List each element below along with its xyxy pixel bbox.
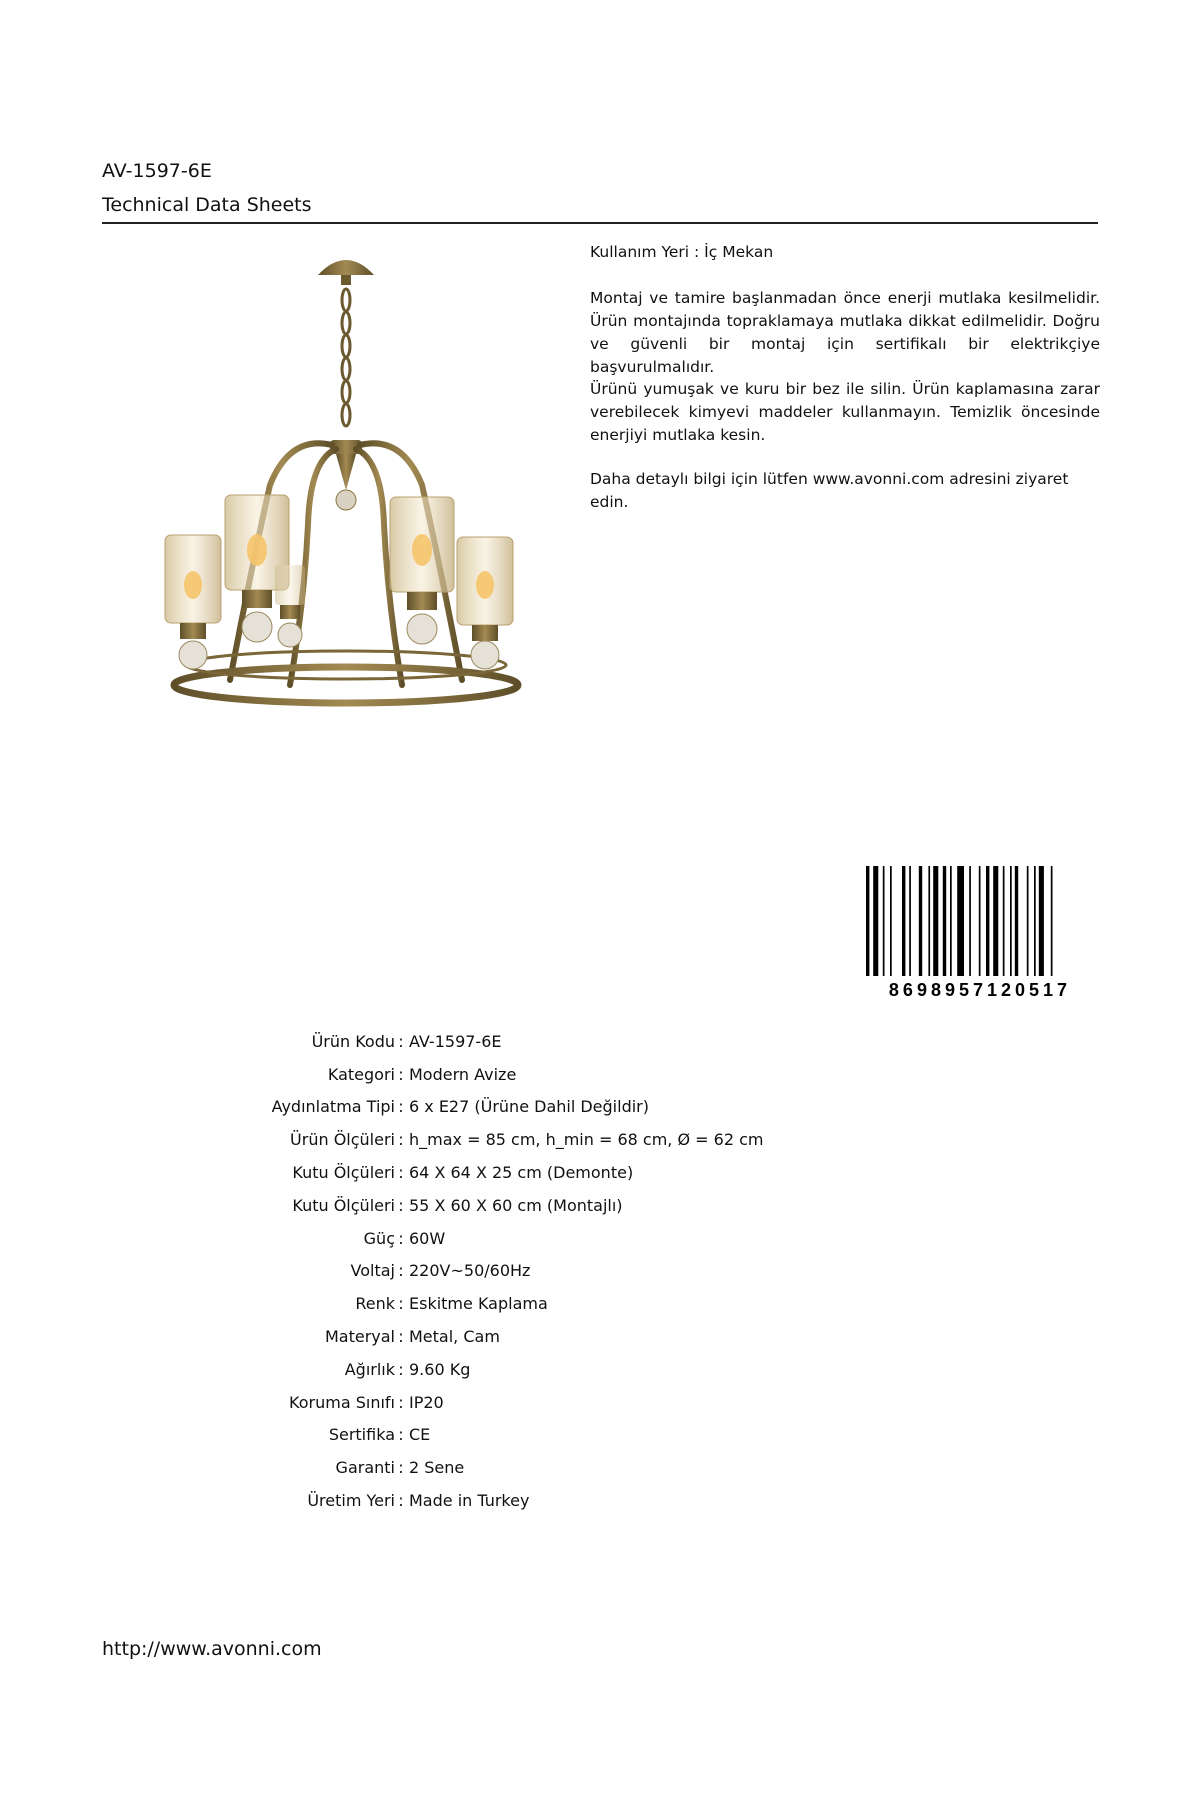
- spec-separator: :: [398, 1064, 404, 1084]
- spec-row: [200, 1189, 900, 1222]
- spec-separator: :: [398, 1195, 404, 1215]
- spec-label: Güç: [363, 1228, 395, 1248]
- spec-row: [200, 1419, 900, 1452]
- chandelier-image: [140, 245, 560, 725]
- more-info-paragraph: Daha detaylı bilgi için lütfen www.avonni.com adresini ziyaret edin.: [590, 470, 1069, 511]
- cleaning-paragraph: Ürünü yumuşak ve kuru bir bez ile silin. Ürün kaplamasına zarar verebilecek kimyevi maddeler kullanmayın. Temizlik öncesinde enerjiyi mutlaka kesin.: [590, 380, 1100, 444]
- spec-value: 2 Sene: [409, 1458, 465, 1478]
- spec-label: Ürün Ölçüleri: [290, 1130, 395, 1150]
- spec-separator: :: [398, 1327, 404, 1347]
- document-subtitle: Technical Data Sheets: [102, 194, 312, 216]
- spec-value: h_max = 85 cm, h_min = 68 cm, Ø = 62 cm: [409, 1130, 764, 1150]
- spec-label: Voltaj: [350, 1261, 395, 1281]
- barcode-bar: [969, 866, 971, 976]
- spec-value: Modern Avize: [409, 1064, 517, 1084]
- spec-value: CE: [409, 1425, 431, 1445]
- spec-value: AV-1597-6E: [409, 1031, 502, 1051]
- spec-separator: :: [398, 1491, 404, 1511]
- website-url[interactable]: http://www.avonni.com: [102, 1638, 322, 1660]
- spec-label: Kutu Ölçüleri: [292, 1195, 395, 1215]
- header-divider: [102, 222, 1098, 224]
- spec-separator: :: [398, 1163, 404, 1183]
- barcode-bar: [1027, 866, 1029, 976]
- spec-label: Kutu Ölçüleri: [292, 1163, 395, 1183]
- spec-label: Kategori: [327, 1064, 395, 1084]
- barcode-bar: [928, 866, 930, 976]
- barcode-bar: [933, 866, 938, 976]
- spec-row: [200, 1386, 900, 1419]
- spec-row: [200, 1058, 900, 1091]
- spec-row: [200, 1091, 900, 1124]
- spec-row: [200, 1255, 900, 1288]
- spec-label: Garanti: [335, 1458, 395, 1478]
- spec-separator: :: [398, 1294, 404, 1314]
- barcode-bar: [883, 866, 885, 976]
- barcode-bar: [1039, 866, 1044, 976]
- barcode-bar: [890, 866, 892, 976]
- barcode-bar: [902, 866, 905, 976]
- spec-row: [200, 1123, 900, 1156]
- barcode-bar: [866, 866, 869, 976]
- barcode-bar: [1051, 866, 1053, 976]
- barcode-bar: [986, 866, 989, 976]
- usage-location: Kullanım Yeri : İç Mekan: [590, 243, 774, 261]
- spec-separator: :: [398, 1392, 404, 1412]
- spec-row: [200, 1353, 900, 1386]
- spec-value: Metal, Cam: [409, 1327, 500, 1347]
- spec-value: 60W: [409, 1228, 446, 1248]
- spec-label: Materyal: [324, 1327, 395, 1347]
- spec-separator: :: [398, 1425, 404, 1445]
- barcode-bar: [1003, 866, 1005, 976]
- spec-value: 55 X 60 X 60 cm (Montajlı): [409, 1195, 623, 1215]
- spec-value: 9.60 Kg: [409, 1359, 471, 1379]
- barcode-bar: [1034, 866, 1036, 976]
- spec-separator: :: [398, 1031, 404, 1051]
- barcode-bar: [873, 866, 878, 976]
- barcode-image: [860, 866, 1100, 1001]
- spec-value: Made in Turkey: [409, 1491, 530, 1511]
- spec-row: [200, 1025, 900, 1058]
- spec-value: 64 X 64 X 25 cm (Demonte): [409, 1163, 634, 1183]
- spec-table: [200, 1025, 900, 1517]
- spec-row: [200, 1320, 900, 1353]
- barcode-bar: [1015, 866, 1018, 976]
- barcode-bar: [950, 866, 952, 976]
- spec-separator: :: [398, 1097, 404, 1117]
- spec-row: [200, 1484, 900, 1517]
- spec-separator: :: [398, 1261, 404, 1281]
- spec-row: [200, 1287, 900, 1320]
- barcode-bar: [957, 866, 964, 976]
- spec-row: [200, 1156, 900, 1189]
- spec-label: Ağırlık: [344, 1359, 395, 1379]
- barcode-bar: [943, 866, 946, 976]
- spec-value: 6 x E27 (Ürüne Dahil Değildir): [409, 1097, 649, 1117]
- product-code: AV-1597-6E: [102, 160, 212, 182]
- spec-row: [200, 1451, 900, 1484]
- barcode-bar: [909, 866, 911, 976]
- spec-label: Üretim Yeri: [307, 1491, 395, 1511]
- barcode-bar: [919, 866, 922, 976]
- spec-separator: :: [398, 1130, 404, 1150]
- barcode-number: 8698957120517: [888, 980, 1072, 1000]
- safety-paragraph: Montaj ve tamire başlanmadan önce enerji mutlaka kesilmelidir. Ürün montajında topraklamaya mutlaka dikkat edilmelidir. Doğru ve güvenli bir montaj için sertifikalı bir elektrikçiye başvurulmalıdır.: [590, 289, 1100, 376]
- spec-label: Renk: [355, 1294, 395, 1314]
- spec-label: Sertifika: [328, 1425, 395, 1445]
- barcode-bar: [979, 866, 981, 976]
- spec-row: [200, 1222, 900, 1255]
- spec-label: Aydınlatma Tipi: [271, 1097, 395, 1117]
- spec-label: Ürün Kodu: [311, 1031, 395, 1051]
- spec-value: IP20: [409, 1392, 444, 1412]
- spec-label: Koruma Sınıfı: [289, 1392, 395, 1412]
- spec-separator: :: [398, 1228, 404, 1248]
- barcode-bar: [993, 866, 998, 976]
- spec-value: 220V~50/60Hz: [409, 1261, 531, 1281]
- spec-separator: :: [398, 1359, 404, 1379]
- barcode-bar: [1010, 866, 1012, 976]
- spec-value: Eskitme Kaplama: [409, 1294, 548, 1314]
- spec-separator: :: [398, 1458, 404, 1478]
